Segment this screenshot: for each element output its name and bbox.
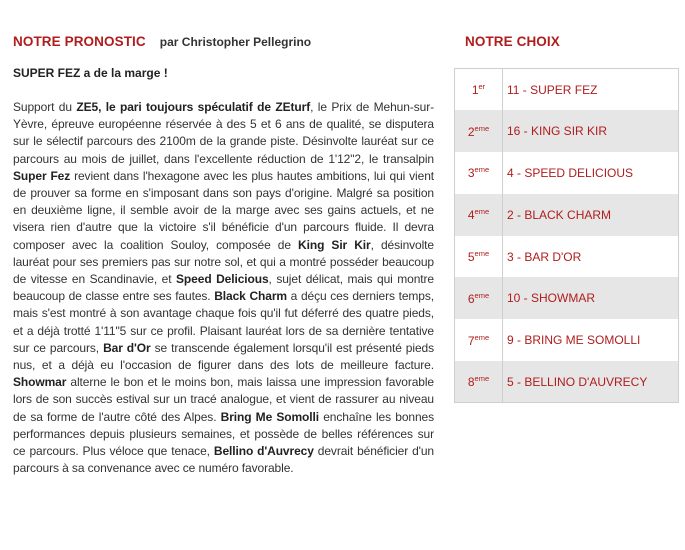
article-text: devrait bénéficier d'un parcours à sa convenance avec ce numéro favorable. (13, 444, 435, 476)
rank-suffix: eme (474, 249, 490, 259)
pick-row (455, 110, 679, 152)
choix-title: NOTRE CHOIX (465, 34, 560, 49)
rank-number: 5 (467, 250, 475, 265)
pick-rank (455, 277, 503, 319)
rank-suffix: eme (474, 374, 490, 384)
rank-number: 7 (467, 333, 475, 348)
rank-number: 2 (467, 124, 475, 139)
article-text: a déçu ces derniers temps, mais s'est montré à son avantage chaque fois qu'il fut déferré des quatre pieds, et a déjà trotté 1'11"5 sur ce profil. Plaisant lauréat lors de sa dernière tentative sur ce parcours, (13, 289, 434, 355)
rank-suffix: eme (474, 290, 490, 300)
pick-horse: 9 - BRING ME SOMOLLI (507, 333, 641, 348)
article-text: Support du (13, 100, 77, 114)
highlighted-text: Speed Delicious (176, 272, 269, 287)
article-text: alterne le bon et le moins bon, mais laissa une impression favorable lors de son succès estival sur un tracé analogue, et vient de rassurer au niveau de sa forme de l'autre côté des Alpes. (13, 375, 434, 424)
pick-rank (455, 361, 503, 403)
pick-horse: 10 - SHOWMAR (507, 291, 596, 306)
pick-rank (455, 69, 503, 111)
pick-row (455, 194, 679, 236)
pick-row (455, 152, 679, 194)
article-text: , désinvolte lauréat pour ses premiers pas sur notre sol, et qui a montré posséder beaucoup de vitesse en Scandinavie, et (13, 237, 434, 287)
pick-horse: 4 - SPEED DELICIOUS (507, 165, 634, 180)
pronostic-section (13, 34, 434, 477)
author-byline: par Christopher Pellegrino (159, 35, 312, 49)
pick-row (455, 69, 679, 111)
pick-horse: 5 - BELLINO D'AUVRECY (507, 374, 648, 389)
highlighted-text: Bring Me Somolli (220, 409, 319, 424)
rank-number: 4 (467, 208, 475, 223)
article-body (13, 99, 434, 477)
rank-suffix: eme (474, 165, 490, 175)
rank-suffix: er (478, 82, 486, 92)
rank-suffix: eme (474, 332, 490, 342)
pick-row (455, 319, 679, 361)
highlighted-text: King Sir Kir (298, 237, 371, 252)
pick-rank (455, 110, 503, 152)
article-headline: SUPER FEZ a de la marge ! (13, 66, 168, 80)
pronostic-title: NOTRE PRONOSTIC (13, 34, 146, 49)
pick-rank (455, 194, 503, 236)
article-text: , sujet délicat, mais qui montre beaucoup de classe entre ses fautes. (13, 272, 435, 304)
pick-horse: 16 - KING SIR KIR (507, 124, 608, 139)
article-text: se transcende également lorsqu'il est présenté pieds nus, et a déjà eu l'occasion de figurer dans des lots de meilleure facture. (13, 340, 434, 373)
pick-rank (455, 319, 503, 361)
rank-suffix: eme (474, 207, 490, 217)
choix-section (454, 34, 679, 403)
pick-horse: 3 - BAR D'OR (507, 249, 582, 264)
article-text: , le Prix de Mehun-sur-Yèvre, épreuve européenne réservée à des 5 et 6 ans de qualité, se disputera sur le sélectif parcours des 2100m de la grande piste. Désinvolte lauréat sur ce parcours au mois de juillet, dans l'excellente réduction de 1'12"2, le transalpin (13, 100, 434, 166)
highlighted-text: Bellino d'Auvrecy (213, 444, 314, 459)
rank-number: 3 (467, 166, 475, 181)
pick-horse: 11 - SUPER FEZ (507, 82, 598, 97)
pick-row (455, 236, 679, 278)
highlighted-text: ZE5, le pari toujours spéculatif de ZEturf (76, 100, 311, 114)
highlighted-text: Showmar (13, 375, 67, 390)
pick-horse: 2 - BLACK CHARM (507, 207, 612, 222)
article-text: revient dans l'hexagone avec les plus hautes ambitions, lui qui vient de prouver sa forme en s'imposant dans son pays d'origine. Malgré sa position en deuxième ligne, il semble avoir de la marge avec ses gains actuels, et ne visera rien d'autre que la victoire s'il bénéficie d'un parcours fluide. Il devra composer avec la coalition Souloy, composée de (13, 168, 434, 252)
highlighted-text: Bar d'Or (103, 340, 151, 355)
picks-table (454, 68, 679, 403)
pick-rank (455, 152, 503, 194)
highlighted-text: Super Fez (13, 168, 71, 183)
article-text: enchaîne les bonnes performances depuis plusieurs semaines, et possède de belles références sur ce parcours. Plus véloce que tenace, (13, 409, 435, 459)
rank-number: 6 (467, 291, 475, 306)
pick-row (455, 277, 679, 319)
pick-rank (455, 236, 503, 278)
rank-suffix: eme (474, 123, 490, 133)
rank-number: 8 (467, 375, 475, 390)
pick-row (455, 361, 679, 403)
rank-number: 1 (471, 83, 479, 98)
highlighted-text: Black Charm (214, 289, 287, 304)
pronostic-header (13, 34, 434, 49)
